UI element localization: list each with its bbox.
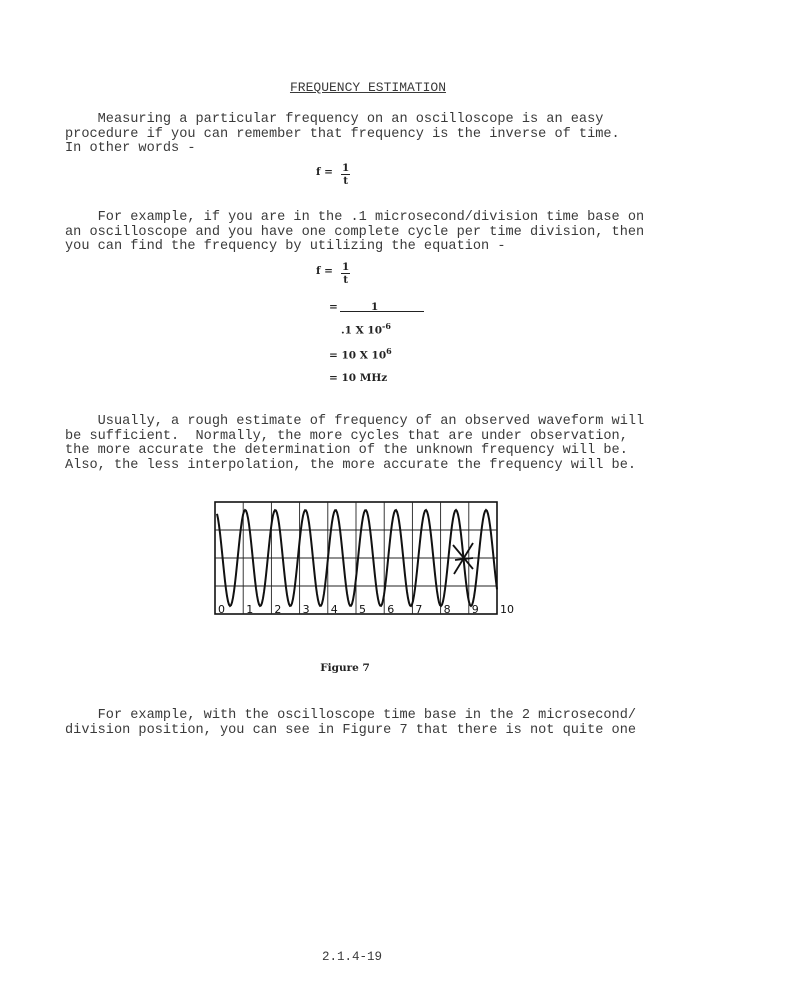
paragraph-4: For example, with the oscilloscope time base in the 2 microsecond/ division position, you can see in Figure 7 that there is not quite one xyxy=(65,708,637,738)
equation-2-line-4: = 10 MHz xyxy=(329,372,388,384)
oscilloscope-figure xyxy=(205,492,515,622)
division-label: 9 xyxy=(471,603,479,616)
division-label: 0 xyxy=(218,603,225,616)
equation-2-line-1 xyxy=(316,261,350,286)
equation-2-line-2-numerator: 1 xyxy=(371,301,379,313)
equation-2-lhs: f = xyxy=(316,265,333,277)
equation-2-line-3: = 10 X $10^6$ xyxy=(329,346,392,362)
division-label: 8 xyxy=(443,603,451,616)
page-number: 2.1.4-19 xyxy=(322,950,383,964)
division-label: 10 xyxy=(500,603,514,616)
paragraph-1: Measuring a particular frequency on an oscilloscope is an easy procedure if you can remember that frequency is the inverse of time. In other words - xyxy=(65,112,620,157)
equation-1 xyxy=(316,162,350,187)
division-label: 4 xyxy=(330,603,338,616)
division-label: 2 xyxy=(274,603,282,616)
division-label: 7 xyxy=(415,603,423,616)
page-title: FREQUENCY ESTIMATION xyxy=(289,80,447,95)
equation-1-numerator: 1 xyxy=(342,162,350,174)
division-label: 3 xyxy=(302,603,310,616)
equation-2-line-2: = 1 .1 X $10^{-6}$ xyxy=(329,301,338,313)
division-label: 1 xyxy=(246,603,254,616)
division-label: 5 xyxy=(359,603,366,616)
division-label: 6 xyxy=(387,603,395,616)
equation-1-fraction xyxy=(341,163,350,187)
equation-2-fraction: $\frac{1}{t}$ xyxy=(342,261,350,286)
figure-caption: Figure 7 xyxy=(320,662,370,674)
paragraph-3: Usually, a rough estimate of frequency of an observed waveform will be sufficient. Normally, the more cycles that are under observation, the more accurate the determination of the unknown frequency will be. Also, the less interpolation, the more accurate the frequency will be. xyxy=(65,414,645,473)
equation-2-line-2-denominator: .1 X $10^{-6}$ xyxy=(341,321,391,337)
fraction-bar xyxy=(340,311,424,312)
paragraph-2: For example, if you are in the .1 microsecond/division time base on an oscilloscope and you have one complete cycle per time division, then you can find the frequency by utilizing the equation - xyxy=(65,210,645,255)
equation-1-denominator: t xyxy=(343,175,349,187)
equation-1-lhs: f = xyxy=(316,166,333,178)
